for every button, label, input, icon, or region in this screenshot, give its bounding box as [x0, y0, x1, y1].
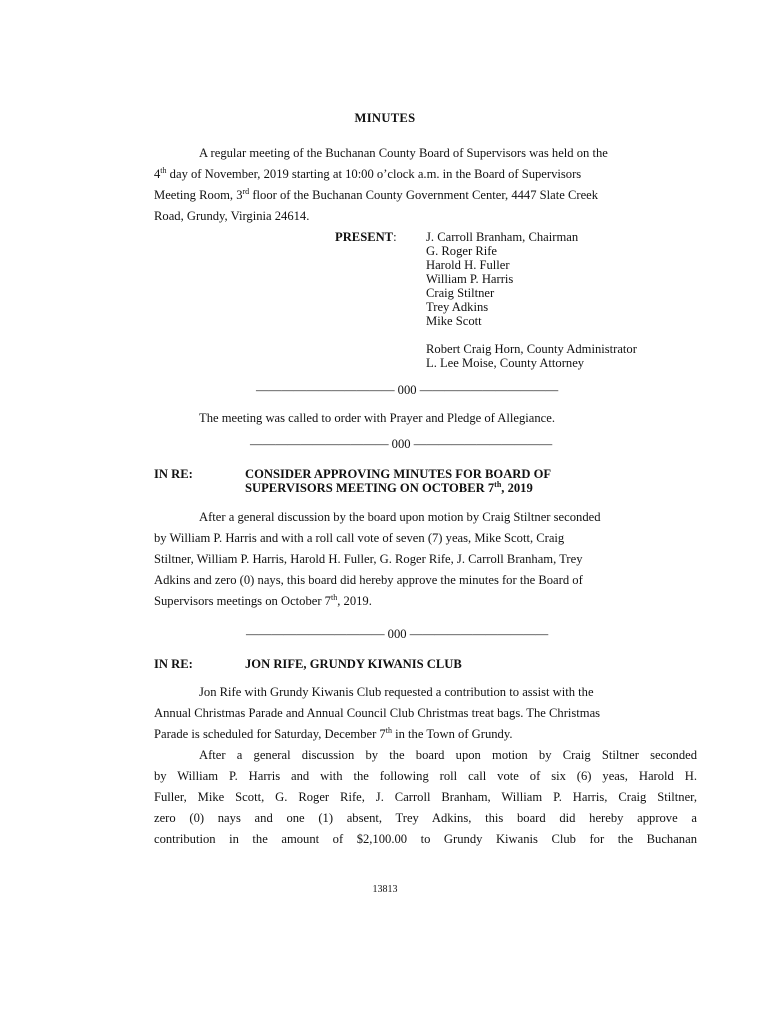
present-member: Trey Adkins [426, 300, 489, 314]
present-member: G. Roger Rife [426, 244, 497, 258]
present-member: J. Carroll Branham, Chairman [426, 230, 579, 244]
item2-text-line: Annual Christmas Parade and Annual Council Club Christmas treat bags. The Christmas [154, 706, 601, 720]
item-heading: CONSIDER APPROVING MINUTES FOR BOARD OF [245, 467, 552, 481]
item1-text-line: After a general discussion by the board upon motion by Craig Stiltner seconded [199, 510, 601, 524]
intro-line-4: Road, Grundy, Virginia 24614. [154, 209, 310, 223]
item-heading [245, 481, 533, 496]
intro-line-2-sup: th [160, 165, 167, 175]
item1-text-line [154, 594, 372, 609]
item2-line3-sup: th [385, 725, 392, 735]
present-member: Mike Scott [426, 314, 482, 328]
item1-text-line: Adkins and zero (0) nays, this board did hereby approve the minutes for the Board of [154, 573, 583, 587]
item-heading: JON RIFE, GRUNDY KIWANIS CLUB [245, 657, 462, 671]
present-member: Craig Stiltner [426, 286, 495, 300]
item1-text-line: by William P. Harris and with a roll call vote of seven (7) yeas, Mike Scott, Craig [154, 531, 565, 545]
item1-last-post: , 2019. [337, 594, 372, 608]
item-heading-pre: SUPERVISORS MEETING ON OCTOBER 7 [245, 481, 495, 495]
item1-text-line: Stiltner, William P. Harris, Harold H. Fuller, G. Roger Rife, J. Carroll Branham, Trey [154, 552, 583, 566]
item-heading-sup: th [494, 479, 502, 489]
intro-line-2 [154, 167, 581, 182]
item1-last-pre: Supervisors meetings on October 7 [154, 594, 331, 608]
intro-line-2-pre: 4 [154, 167, 161, 181]
item2-text-line: After a general discussion by the board upon motion by Craig Stiltner seconded [199, 748, 697, 762]
item2-line3-post: in the Town of Grundy. [391, 727, 513, 741]
present-label-colon: : [393, 230, 397, 244]
intro-line-3-post: floor of the Buchanan County Government Center, 4447 Slate Creek [249, 188, 599, 202]
intro-line-3-sup: rd [242, 186, 250, 196]
item2-text-line: zero (0) nays and one (1) absent, Trey Adkins, this board did hereby approve a [154, 811, 697, 825]
opening-statement: The meeting was called to order with Prayer and Pledge of Allegiance. [199, 411, 556, 425]
section-separator: ——————————— 000 ——————————— [246, 627, 549, 641]
item2-text-line [154, 727, 512, 742]
section-separator: ——————————— 000 ——————————— [256, 383, 559, 397]
present-staff: Robert Craig Horn, County Administrator [426, 342, 637, 356]
section-separator: ——————————— 000 ——————————— [250, 437, 553, 451]
item2-line3-pre: Parade is scheduled for Saturday, December 7 [154, 727, 386, 741]
intro-line-1: A regular meeting of the Buchanan County Board of Supervisors was held on the [199, 146, 608, 160]
intro-line-3 [154, 188, 598, 203]
page-number: 13813 [372, 884, 398, 895]
present-member: William P. Harris [426, 272, 514, 286]
intro-line-2-post: day of November, 2019 starting at 10:00 o’clock a.m. in the Board of Supervisors [166, 167, 582, 181]
page-title: MINUTES [354, 111, 416, 125]
item2-text-line: contribution in the amount of $2,100.00 to Grundy Kiwanis Club for the Buchanan [154, 832, 697, 846]
intro-line-3-pre: Meeting Room, 3 [154, 188, 243, 202]
present-member: Harold H. Fuller [426, 258, 510, 272]
present-label [335, 230, 397, 245]
item-heading-post: , 2019 [501, 481, 533, 495]
present-staff: L. Lee Moise, County Attorney [426, 356, 585, 370]
item2-text-line: by William P. Harris and with the following roll call vote of six (6) yeas, Harold H. [154, 769, 697, 783]
present-label-text: PRESENT [335, 230, 394, 244]
item1-last-sup: th [330, 592, 338, 602]
item2-text-line: Fuller, Mike Scott, G. Roger Rife, J. Carroll Branham, William P. Harris, Craig Stiltner, [154, 790, 697, 804]
item-label: IN RE: [154, 657, 193, 671]
item-label: IN RE: [154, 467, 193, 481]
item2-text-line: Jon Rife with Grundy Kiwanis Club requested a contribution to assist with the [199, 685, 594, 699]
